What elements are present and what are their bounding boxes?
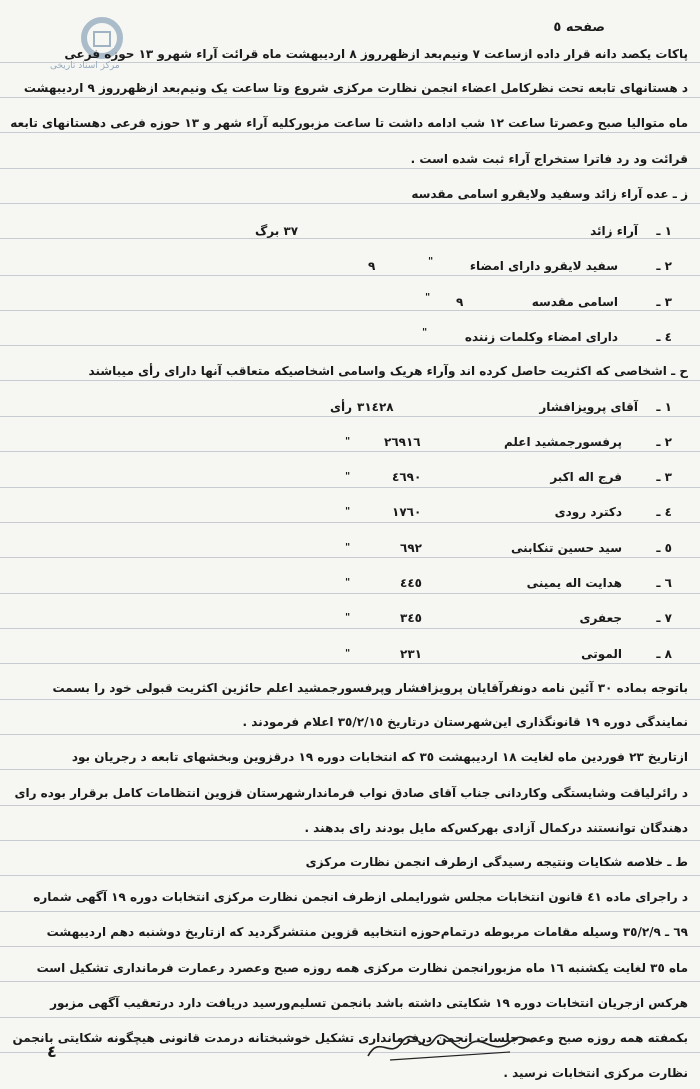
item-value: ٩ — [368, 259, 376, 273]
ditto-mark: " — [345, 471, 351, 482]
section-z-item — [0, 221, 700, 241]
candidate-number: ٤ ـ — [656, 505, 672, 519]
section-z-heading: ز ـ عده آراء زائد وسفید ولایقرو اسامی مقدسه — [411, 187, 688, 201]
candidate-name: جعفری — [579, 611, 622, 625]
candidate-votes: ٢٣١ — [400, 647, 422, 661]
paragraph1-line-2: د هستانهای تابعه تحت نظرکامل اعضاء انجمن نظارت مرکزی شروع وتا ساعت یک ونیم‌بعد ازظهرروز ٩ اردیبهشت — [23, 81, 688, 95]
page-number: صفحه ٥ — [553, 20, 605, 35]
item-label: سفید لایقرو دارای امضاء — [469, 259, 618, 273]
candidate-number: ١ ـ — [656, 400, 672, 414]
candidate-votes: ٣١٤٢٨ — [357, 400, 394, 414]
item-number: ٢ ـ — [656, 259, 672, 273]
section-t-line-3: ماه ٣٥ لغایت یکشنبه ١٦ ماه مزبورانجمن نظارت مرکزی همه روزه صبح وعصرد رعمارت فرمانداری تشکیل است — [36, 961, 688, 975]
ditto-mark: " — [422, 327, 428, 338]
item-value: ٩ — [456, 295, 464, 309]
candidate-votes: ٦٩٢ — [400, 541, 422, 555]
ditto-mark: " — [345, 542, 351, 553]
ditto-mark: " — [345, 506, 351, 517]
ditto-mark: " — [345, 612, 351, 623]
archive-logo-watermark — [30, 12, 150, 72]
candidate-number: ٦ ـ — [656, 576, 672, 590]
candidate-row — [0, 396, 700, 418]
margin-mark: ٤ — [47, 1042, 57, 1061]
ditto-mark: " — [428, 256, 434, 267]
candidate-number: ٢ ـ — [656, 435, 672, 449]
candidate-votes: ١٧٦٠ — [392, 505, 422, 519]
candidate-name: فرج اله اکبر — [550, 470, 622, 484]
ditto-mark: " — [345, 648, 351, 659]
section-t-line-5: بکمفته همه روزه صبح وعصرجلسات انجمن درفرمانداری تشکیل خوشبختانه درمدت قانونی هیچگونه شکایتی بانجمن — [12, 1031, 688, 1045]
section-t-line-6: نظارت مرکزی انتخابات نرسید . — [503, 1066, 688, 1080]
item-value: ٣٧ برگ — [255, 224, 299, 238]
paragraph2-line-4: د رائرلیاقت وشایستگی وکاردانی جناب آقای صادق نواب فرماندارشهرستان قزوین انتظامات کامل برقرار بوده رای — [14, 786, 688, 800]
paragraph2-line-2: نمایندگی دوره ١٩ قانونگذاری این‌شهرستان درتاریخ ٣٥/٢/١٥ اعلام فرمودند . — [242, 715, 688, 729]
candidate-row — [0, 501, 700, 523]
candidate-name: سید حسین تنکابنی — [511, 541, 622, 555]
vote-unit-label: رأی — [330, 400, 353, 414]
ditto-mark: " — [345, 577, 351, 588]
candidate-name: دکترد رودی — [554, 505, 622, 519]
paragraph1-line-4: قرائت ود رد فاترا ستخراج آراء ثبت شده است . — [410, 152, 688, 166]
paragraph1-line-3: ماه متوالیا صبح وعصرتا ساعت ١٢ شب ادامه داشت تا ساعت مزبورکلیه آراء شهر و ١٣ حوزه فرعی دهستانهای تابعه — [10, 116, 688, 130]
paragraph2-line-1: باتوجه بماده ٣٠ آئین نامه دونفرآقایان پرویزافشار وپرفسورجمشید اعلم حائزین اکثریت قبولی خود را بسمت — [52, 681, 688, 695]
item-label: دارای امضاء وکلمات زننده — [464, 330, 618, 344]
candidate-number: ٨ ـ — [656, 647, 672, 661]
candidate-row — [0, 466, 700, 488]
ditto-mark: " — [425, 292, 431, 303]
ditto-mark: " — [345, 436, 351, 447]
paragraph2-line-5: دهندگان توانستند درکمال آزادی بهرکس‌که مایل بودند رای بدهند . — [304, 821, 688, 835]
candidate-name: هدایت اله یمینی — [526, 576, 622, 590]
candidate-row — [0, 643, 700, 665]
handwritten-signature — [360, 1030, 540, 1066]
item-number: ١ ـ — [656, 224, 672, 238]
section-t-line-1: د راجرای ماده ٤١ قانون انتخابات مجلس شورایملی ازطرف انجمن نظارت مرکزی انتخابات دوره ١٩ آگهی شماره — [33, 890, 688, 904]
item-label: آراء زائد — [590, 224, 638, 238]
section-h-heading: ح ـ اشخاصی که اکثریت حاصل کرده اند وآراء هریک واسامی اشخاصیکه متعاقب آنها دارای رأی میباشند — [88, 364, 688, 378]
section-z-item — [0, 292, 700, 312]
section-t-heading: ط ـ خلاصه شکایات ونتیجه رسیدگی ازطرف انجمن نظارت مرکزی — [305, 855, 688, 869]
candidate-row — [0, 537, 700, 559]
section-z-item — [0, 327, 700, 347]
watermark-text: مرکز اسناد تاریخی — [50, 61, 120, 71]
candidate-row — [0, 572, 700, 594]
candidate-name: آقای پرویزافشار — [539, 400, 638, 414]
candidate-votes: ٣٤٥ — [400, 611, 422, 625]
candidate-votes: ٤٤٥ — [400, 576, 422, 590]
candidate-votes: ٢٦٩١٦ — [384, 435, 421, 449]
paragraph2-line-3: ازتاریخ ٢٣ فوردین ماه لغایت ١٨ اردیبهشت ٣٥ که انتخابات دوره ١٩ درقزوین وبخشهای تابعه د رجریان بود — [71, 750, 688, 764]
item-label: اسامی مقدسه — [531, 295, 618, 309]
candidate-votes: ٤٦٩٠ — [392, 470, 422, 484]
candidate-name: پرفسورجمشید اعلم — [503, 435, 622, 449]
candidate-name: الموتی — [581, 647, 622, 661]
section-t-line-4: هرکس ازجریان انتخابات دوره ١٩ شکایتی داشته باشد بانجمن تسلیم‌ورسید دریافت دارد درتعقیب آگهی مزبور — [50, 996, 688, 1010]
candidate-number: ٥ ـ — [656, 541, 672, 555]
candidate-number: ٣ ـ — [656, 470, 672, 484]
candidate-row — [0, 607, 700, 629]
paragraph1-line-1: پاکات یکصد دانه قرار داده ازساعت ٧ ونیم‌بعد ازظهرروز ٨ اردیبهشت ماه قرائت آراء شهرو ١٣ حوزه فرعی — [64, 47, 688, 61]
section-z-item — [0, 256, 700, 276]
section-t-line-2: ٦٩ ـ ٣٥/٢/٩ وسیله مقامات مربوطه درتمام‌حوزه انتخابیه قزوین منتشرگردید که ازتاریخ دوشنبه دهم اردیبهشت — [46, 925, 688, 939]
candidate-row — [0, 431, 700, 453]
candidate-number: ٧ ـ — [656, 611, 672, 625]
item-number: ٤ ـ — [656, 330, 672, 344]
item-number: ٣ ـ — [656, 295, 672, 309]
